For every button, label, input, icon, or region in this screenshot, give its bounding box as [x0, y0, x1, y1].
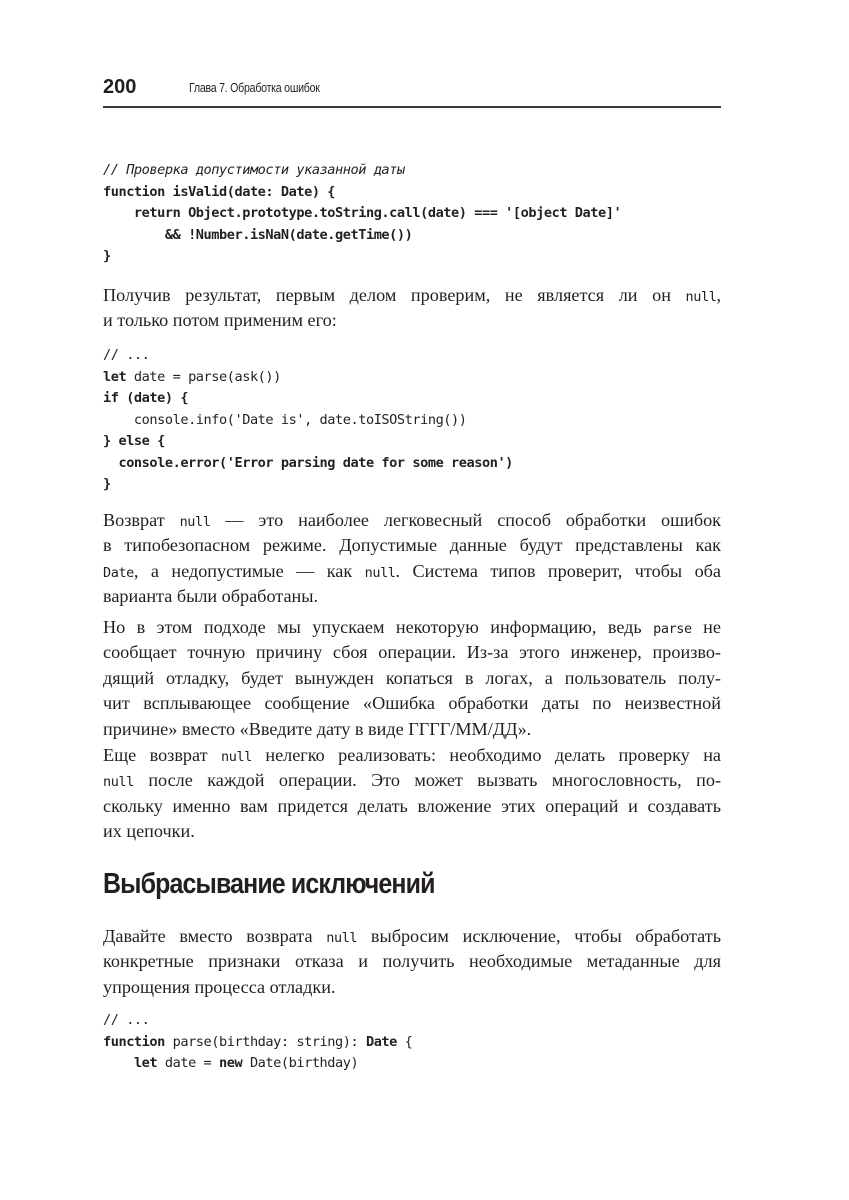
code-line: function isValid(date: Date) {	[103, 183, 336, 200]
page-number: 200	[103, 76, 137, 98]
text: выбросим исключение, чтобы обработать	[357, 926, 722, 946]
text: упрощения процесса отладки.	[103, 976, 336, 997]
code-comment: // ...	[103, 347, 150, 363]
code-comment: // Проверка допустимости указанной даты	[103, 162, 405, 178]
text: сообщает точную причину сбоя операции. Из-за этого инженер, произво-	[103, 642, 721, 663]
text: чит всплывающее сообщение «Ошибка обработки даты по неизвестной	[103, 693, 721, 714]
text: скольку именно вам придется делать вложение этих операций и создавать	[103, 795, 721, 816]
code-indent	[103, 1055, 134, 1071]
code-comment: // ...	[103, 1012, 150, 1028]
text: Еще возврат	[103, 745, 221, 765]
paragraph-check-null	[103, 283, 721, 334]
code-line: console.info('Date is', date.toISOString())	[103, 411, 467, 428]
text: в типобезопасном режиме. Допустимые данные будут представлены как	[103, 535, 721, 556]
inline-code: null	[179, 514, 211, 530]
code-line: && !Number.isNaN(date.getTime())	[103, 226, 413, 243]
text: . Система типов проверит, чтобы оба	[395, 560, 721, 581]
code-line: if (date) {	[103, 390, 189, 406]
inline-code: null	[103, 774, 134, 791]
text: причине» вместо «Введите дату в виде ГГГГ/ММ/ДД».	[103, 718, 532, 739]
text: — это наиболее легковесный способ обработки ошибок	[210, 510, 722, 530]
code-line: }	[103, 476, 111, 492]
paragraph-null-return	[103, 508, 721, 610]
code-text: parse(birthday: string):	[164, 1033, 366, 1050]
code-line: console.error('Error parsing date for some reason')	[103, 454, 513, 471]
text: нелегко реализовать: необходимо делать проверку на	[251, 745, 721, 765]
code-block-parse-usage	[103, 345, 513, 496]
text: ,	[716, 285, 721, 305]
code-text: {	[396, 1033, 413, 1050]
text: дящий отладку, будет вынужден копаться в логах, а пользователь полу-	[103, 667, 721, 688]
text: не	[691, 617, 721, 637]
text: конкретные признаки отказа и получить необходимые метаданные для	[103, 951, 721, 972]
code-line: return Object.prototype.toString.call(date) === '[object Date]'	[103, 205, 622, 221]
text: и только потом применим его:	[103, 310, 337, 331]
code-line: date = parse(ask())	[126, 368, 281, 385]
text: Получив результат, первым делом проверим, не является ли он	[103, 285, 686, 305]
code-block-parse-throw	[103, 1010, 412, 1075]
inline-code: null	[364, 564, 396, 581]
code-line: }	[103, 248, 111, 264]
code-keyword: function	[103, 1033, 165, 1050]
section-heading: Выбрасывание исключений	[103, 868, 435, 900]
code-text: date =	[157, 1055, 220, 1071]
inline-code: parse	[653, 621, 692, 637]
code-keyword: new	[219, 1055, 243, 1071]
paragraph-lost-info	[103, 615, 721, 742]
inline-code: Date	[103, 564, 134, 581]
inline-code: null	[221, 749, 252, 765]
chapter-title: Глава 7. Обработка ошибок	[189, 81, 320, 95]
code-line: } else {	[103, 433, 165, 449]
paragraph-throw-exception	[103, 924, 721, 1000]
page-header	[103, 74, 721, 108]
text: после каждой операции. Это может вызвать многословность, по-	[133, 770, 721, 791]
text: Давайте вместо возврата	[103, 926, 327, 946]
text: их цепочки.	[103, 821, 195, 842]
text: Но в этом подходе мы упускаем некоторую информацию, ведь	[103, 617, 654, 637]
code-keyword: let	[103, 368, 127, 385]
text: , а недопустимые — как	[133, 560, 365, 581]
code-keyword: let	[133, 1055, 158, 1071]
code-block-isvalid	[103, 160, 621, 268]
text: варианта были обработаны.	[103, 586, 319, 607]
text: Возврат	[103, 510, 180, 530]
paragraph-verbosity	[103, 743, 721, 845]
code-text: Date(birthday)	[242, 1055, 359, 1071]
inline-code: null	[326, 930, 358, 946]
code-type: Date	[365, 1033, 397, 1050]
inline-code: null	[685, 289, 717, 305]
